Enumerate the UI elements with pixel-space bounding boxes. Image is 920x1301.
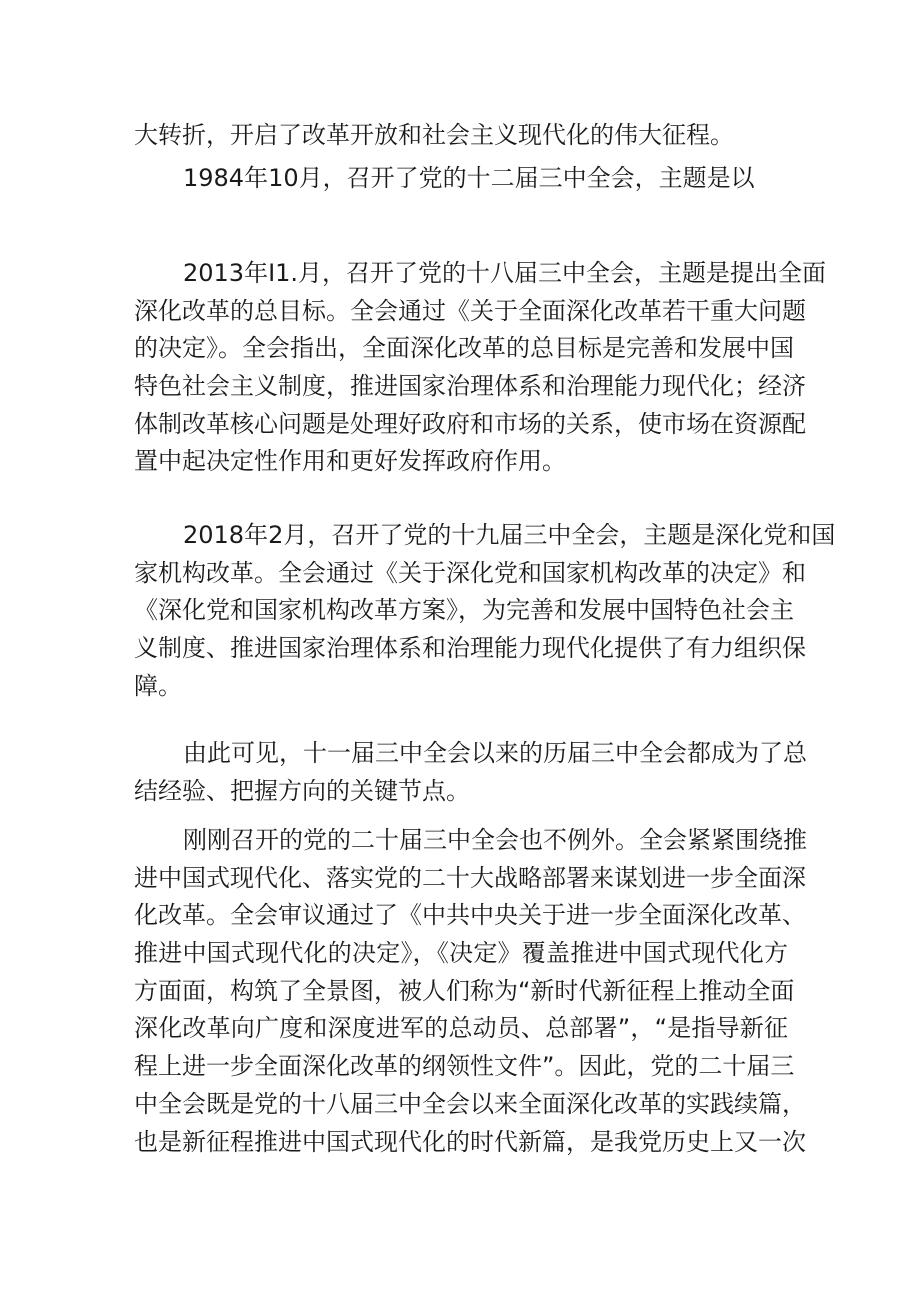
text-line: 义制度、推进国家治理体系和治理能力现代化提供了有力组织保 xyxy=(134,634,806,663)
text-line: 《深化党和国家机构改革方案》，为完善和发展中国特色社会主 xyxy=(134,596,794,625)
text-line: 体制改革核心问题是处理好政府和市场的关系，使市场在资源配 xyxy=(134,409,806,438)
text-line: 由此可见，十一届三中全会以来的历届三中全会都成为了总 xyxy=(183,739,807,767)
text-line: 特色社会主义制度，推进国家治理体系和治理能力现代化；经济 xyxy=(134,372,806,401)
paragraph-1984 xyxy=(134,160,788,198)
paragraph-2013 xyxy=(134,255,827,481)
text-line: 程上进一步全面深化改革的纲领性文件”。因此，党的二十届三 xyxy=(134,1052,795,1081)
text-line: 1984年10月，召开了党的十二届三中全会，主题是以 xyxy=(183,164,755,192)
text-line: 置中起决定性作用和更好发挥政府作用。 xyxy=(134,447,566,476)
paragraph-intro-tail xyxy=(134,117,788,155)
text-line: 方面面，构筑了全景图，被人们称为“新时代新征程上推动全面 xyxy=(134,976,795,1005)
text-line: 障。 xyxy=(134,671,182,700)
text-line: 推进中国式现代化的决定》，《决定》覆盖推进中国式现代化方 xyxy=(134,939,788,968)
text-line: 大转折，开启了改革开放和社会主义现代化的伟大征程。 xyxy=(134,121,734,149)
text-line: 也是新征程推进中国式现代化的时代新篇，是我党历史上又一次 xyxy=(134,1127,806,1156)
text-line: 结经验、把握方向的关键节点。 xyxy=(134,776,470,805)
text-line: 中全会既是党的十八届三中全会以来全面深化改革的实践续篇， xyxy=(134,1089,806,1118)
paragraph-summary xyxy=(134,735,807,810)
text-line: 深化改革的总目标。全会通过《关于全面深化改革若干重大问题 xyxy=(134,296,806,325)
text-line: 刚刚召开的党的二十届三中全会也不例外。全会紧紧围绕推 xyxy=(183,826,807,854)
text-line: 2018年2月，召开了党的十九届三中全会，主题是深化党和国 xyxy=(183,521,836,549)
paragraph-20th-plenary xyxy=(134,822,807,1161)
text-line: 家机构改革。全会通过《关于深化党和国家机构改革的决定》和 xyxy=(134,558,806,587)
paragraph-2018 xyxy=(134,517,836,705)
text-line: 深化改革向广度和深度进军的总动员、总部署”，“是指导新征 xyxy=(134,1014,788,1043)
text-line: 进中国式现代化、落实党的二十大战略部署来谋划进一步全面深 xyxy=(134,863,806,892)
text-line: 2013年I1.月，召开了党的十八届三中全会，主题是提出全面 xyxy=(183,259,827,287)
text-line: 的决定》。全会指出，全面深化改革的总目标是完善和发展中国 xyxy=(134,334,794,363)
text-line: 化改革。全会审议通过了《中共中央关于进一步全面深化改革、 xyxy=(134,901,806,930)
